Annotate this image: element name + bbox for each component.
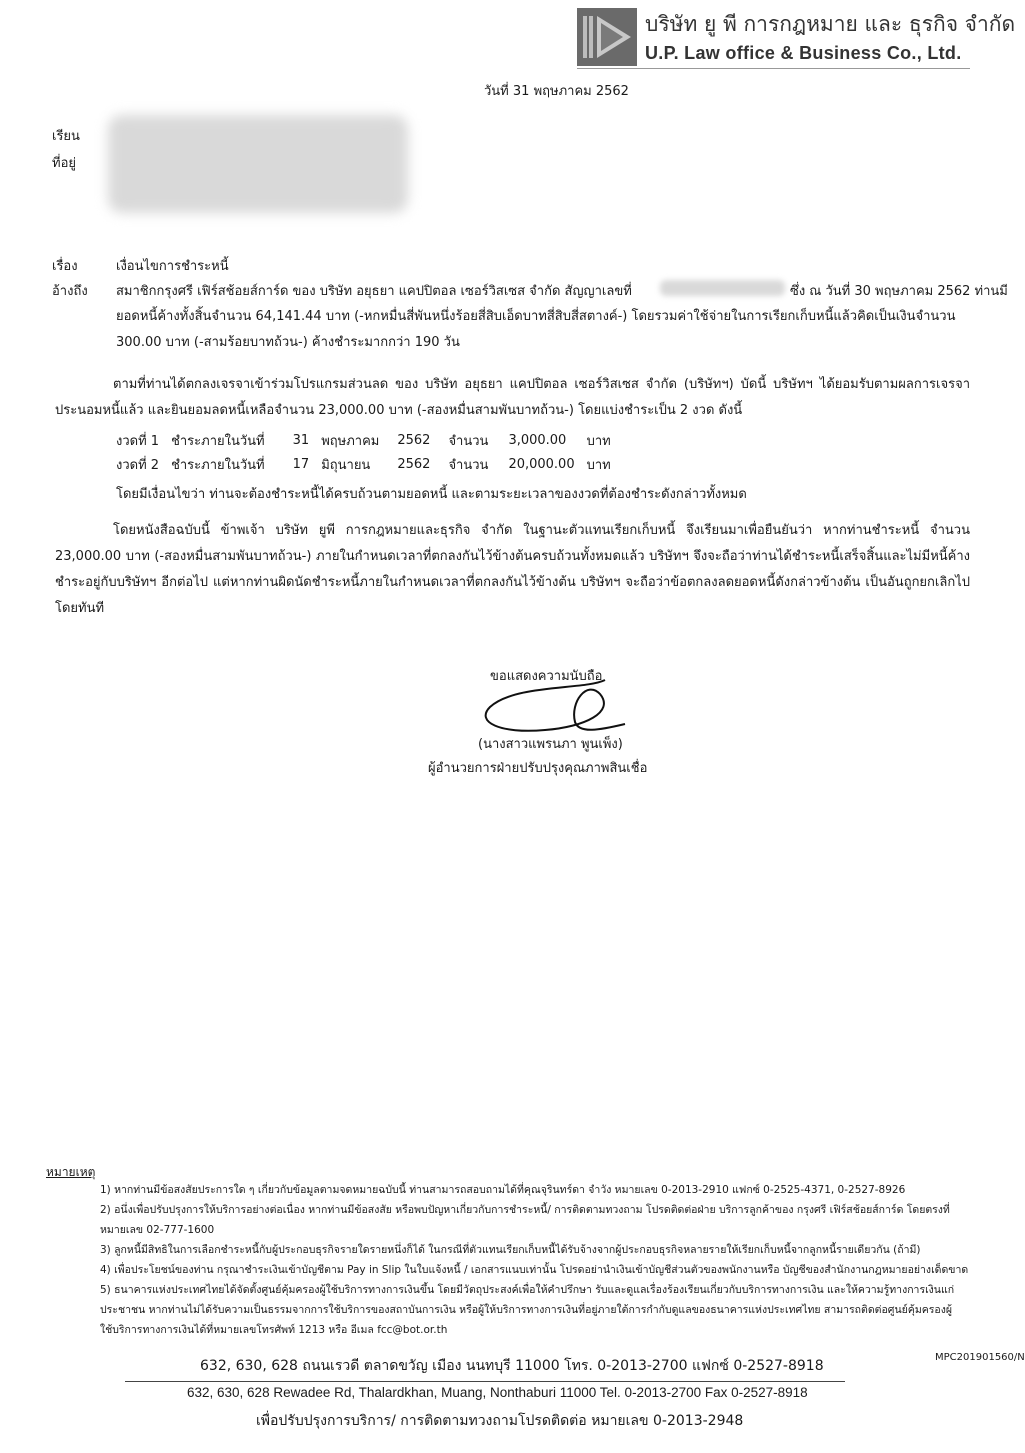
condition-text: โดยมีเงื่อนไขว่า ท่านจะต้องชำระหนี้ได้ครบถ้วนตามยอดหนี้ และตามระยะเวลาของงวดที่ต้องชำระดังกล่าวทั้งหมด — [116, 487, 747, 502]
subject-label: เรื่อง — [52, 259, 78, 274]
note-line: 3) ลูกหนี้มีสิทธิในการเลือกชำระหนี้กับผู้ประกอบธุรกิจรายใดรายหนึ่งก็ได้ ในกรณีที่ตัวแทนเรียกเก็บหนี้ได้รับจ้างจากผู้ประกอบธุรกิจหลายรายให้เรียกเก็บหนี้จากลูกหนี้รายเดียวกัน (ถ้ามี) — [100, 1244, 921, 1256]
recipient-label: เรียน — [52, 129, 80, 144]
footer-rule — [125, 1381, 845, 1382]
reference-label: อ้างถึง — [52, 284, 88, 299]
installment-desc: ชำระภายในวันที่ — [171, 433, 265, 449]
play-triangle-logo-icon — [577, 8, 637, 66]
document-code: MPC201901560/N — [935, 1352, 1025, 1363]
installment-no: งวดที่ 1 — [116, 433, 160, 449]
note-line: 5) ธนาคารแห่งประเทศไทยได้จัดตั้งศูนย์คุ้มครองผู้ใช้บริการทางการเงินขึ้น โดยมีวัตถุประสงค์เพื่อให้คำปรึกษา รับและดูแลเรื่องร้องเรียนเกี่ยวกับบริการทางการเงิน และให้ความรู้ทางการเงินแก่ — [100, 1284, 955, 1296]
footer-address-english: 632, 630, 628 Rewadee Rd, Thalardkhan, Muang, Nonthaburi 11000 Tel. 0-2013-2700 Fax 0-2527-8918 — [187, 1385, 808, 1400]
letter-date: วันที่ 31 พฤษภาคม 2562 — [484, 84, 629, 99]
signature-image — [475, 672, 645, 742]
installment-amount-label: จำนวน — [448, 433, 489, 449]
installment-desc: ชำระภายในวันที่ — [171, 457, 265, 473]
body-paragraph-2: โดยหนังสือฉบับนี้ ข้าพเจ้า บริษัท ยูพี การกฎหมายและธุรกิจ จำกัด ในฐานะตัวแทนเรียกเก็บหนี้ จึงเรียนมาเพื่อยืนยันว่า หากท่านชำระหนี้ จำนวน 23,000.00 บาท (-สองหมื่นสามพันบาทถ้วน-) ภายในกำหนดเวลาที่ตกลงกันไว้ข้างต้นครบถ้วนทั้งหมดแล้ว บริษัทฯ จึงจะถือว่าท่านได้ชำระหนี้เสร็จสิ้นและไม่มีหนี้ค้างชำระอยู่กับบริษัทฯ อีกต่อไป แต่หากท่านผิดนัดชำระหนี้ภายในกำหนดเวลาที่ตกลงกันไว้ข้างต้น บริษัทฯ จะถือว่าข้อตกลงลดยอดหนี้ดังกล่าวข้างต้น เป็นอันถูกยกเลิกไปโดยทันที — [55, 523, 970, 616]
company-logo — [577, 8, 637, 66]
installment-year: 2562 — [397, 456, 431, 472]
closing-text: ขอแสดงความนับถือ — [490, 669, 603, 684]
note-line: หมายเลข 02-777-1600 — [100, 1224, 215, 1236]
notes-list — [100, 1180, 968, 1340]
redacted-contract-number — [660, 280, 785, 296]
installment-year: 2562 — [397, 432, 431, 448]
reference-line-2: ยอดหนี้ค้างทั้งสิ้นจำนวน 64,141.44 บาท (-หกหมื่นสี่พันหนึ่งร้อยสี่สิบเอ็ดบาทสี่สิบสี่สตางค์-) โดยรวมค่าใช้จ่ายในการเรียกเก็บหนี้แล้วคิดเป็นเงินจำนวน — [116, 309, 956, 324]
note-line: 1) หากท่านมีข้อสงสัยประการใด ๆ เกี่ยวกับข้อมูลตามจดหมายฉบับนี้ ท่านสามารถสอบถามได้ที่คุณจุรินทร์ดา จำวัง หมายเลข 0-2013-2910 แฟกซ์ 0-2525-4371, 0-2527-8926 — [100, 1184, 906, 1196]
note-line: ประชาชน หากท่านไม่ได้รับความเป็นธรรมจากการใช้บริการของสถาบันการเงิน หรือผู้ให้บริการทางการเงินที่อยู่ภายใต้การกำกับดูแลของธนาคารแห่งประเทศไทย สามารถติดต่อศูนย์คุ้มครองผู้ — [100, 1304, 952, 1316]
subject-text: เงื่อนไขการชำระหนี้ — [116, 259, 229, 274]
company-name-thai: บริษัท ยู พี การกฎหมาย และ ธุรกิจ จำกัด — [645, 12, 1016, 36]
installment-amount: 3,000.00 — [508, 432, 567, 448]
installment-amount-label: จำนวน — [448, 457, 489, 473]
installment-unit: บาท — [586, 457, 611, 473]
installment-month: มิถุนายน — [321, 457, 371, 473]
note-line: 4) เพื่อประโยชน์ของท่าน กรุณาชำระเงินเข้าบัญชีตาม Pay in Slip ในใบแจ้งหนี้ / เอกสารแนบเท่านั้น โปรดอย่านำเงินเข้าบัญชีส่วนตัวของพนักงานหรือ บัญชีของสำนักงานกฎหมายอย่างเด็ดขาด — [100, 1264, 969, 1276]
address-label: ที่อยู่ — [52, 156, 76, 171]
installment-month: พฤษภาคม — [321, 433, 380, 449]
reference-line-3: 300.00 บาท (-สามร้อยบาทถ้วน-) ค้างชำระมากกว่า 190 วัน — [116, 335, 460, 350]
reference-line-1: สมาชิกกรุงศรี เฟิร์สช้อยส์การ์ด ของ บริษัท อยุธยา แคปปิตอล เซอร์วิสเซส จำกัด สัญญาเลขที่ — [116, 284, 632, 299]
body-paragraph-1: ตามที่ท่านได้ตกลงเจรจาเข้าร่วมโปรแกรมส่วนลด ของ บริษัท อยุธยา แคปปิตอล เซอร์วิสเซส จำกัด (บริษัทฯ) บัดนี้ บริษัทฯ ได้ยอมรับตามผลการเจรจาประนอมหนี้แล้ว และยินยอมลดหนี้เหลือจำนวน 23,000.00 บาท (-สองหมื่นสามพันบาทถ้วน-) โดยแบ่งชำระเป็น 2 งวด ดังนี้ — [55, 377, 970, 418]
company-name-english: U.P. Law office & Business Co., Ltd. — [645, 43, 962, 63]
installment-day: 17 — [292, 456, 310, 472]
installment-table — [116, 428, 623, 476]
signatory-title: ผู้อำนวยการฝ่ายปรับปรุงคุณภาพสินเชื่อ — [428, 761, 648, 776]
reference-line-1-end: ซึ่ง ณ วันที่ 30 พฤษภาคม 2562 ท่านมี — [790, 284, 1008, 299]
installment-row — [116, 428, 623, 452]
header-rule — [577, 68, 970, 69]
installment-unit: บาท — [586, 433, 611, 449]
footer-address-thai: 632, 630, 628 ถนนเรวดี ตลาดขวัญ เมือง นนทบุรี 11000 โทร. 0-2013-2700 แฟกซ์ 0-2527-8918 — [200, 1358, 824, 1374]
signatory-name: (นางสาวแพรนภา พูนเพ็ง) — [478, 737, 623, 752]
footer-contact: เพื่อปรับปรุงการบริการ/ การติดตามทวงถามโปรดติดต่อ หมายเลข 0-2013-2948 — [256, 1413, 744, 1429]
installment-row — [116, 452, 623, 476]
installment-amount: 20,000.00 — [508, 456, 575, 472]
note-line: 2) อนึ่งเพื่อปรับปรุงการให้บริการอย่างต่อเนื่อง หากท่านมีข้อสงสัย หรือพบปัญหาเกี่ยวกับการชำระหนี้/ การติดตามทวงถาม โปรดติดต่อฝ่าย บริการลูกค้าของ กรุงศรี เฟิร์สช้อยส์การ์ด โดยตรงที่ — [100, 1204, 950, 1216]
note-line: ใช้บริการทางการเงินได้ที่หมายเลขโทรศัพท์ 1213 หรือ อีเมล fcc@bot.or.th — [100, 1324, 448, 1336]
redacted-recipient — [108, 115, 408, 213]
installment-day: 31 — [292, 432, 310, 448]
notes-heading: หมายเหตุ — [46, 1165, 96, 1179]
installment-no: งวดที่ 2 — [116, 457, 160, 473]
